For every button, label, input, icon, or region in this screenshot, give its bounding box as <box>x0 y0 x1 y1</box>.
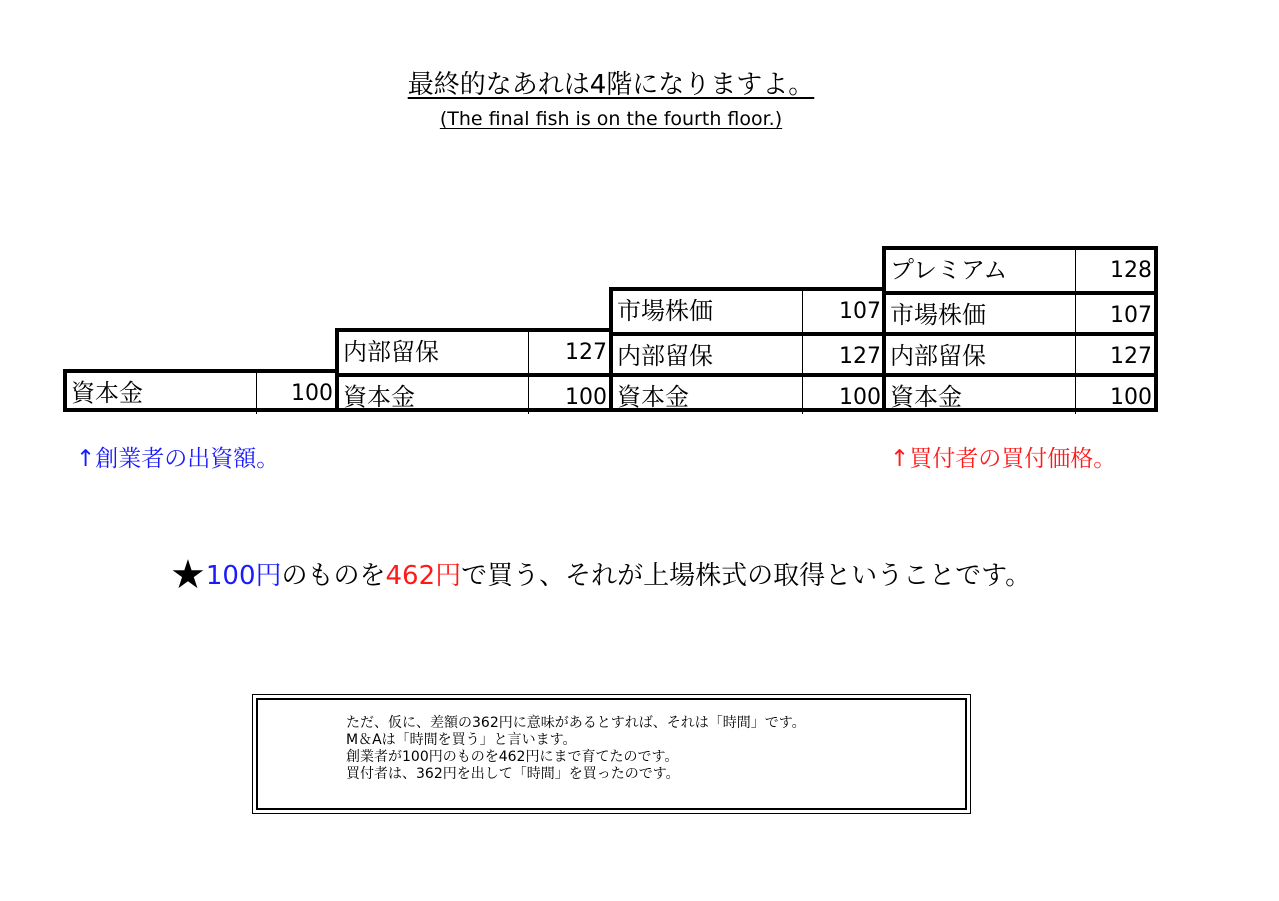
row-value: 100 <box>839 385 881 410</box>
amount-founder: 100円 <box>205 561 282 591</box>
stack-1 <box>63 369 339 412</box>
stack-row <box>886 332 1154 373</box>
row-label: 市場株価 <box>886 295 1076 332</box>
row-label: 資本金 <box>67 373 257 414</box>
stack-3 <box>609 287 887 412</box>
main-statement <box>170 552 1031 598</box>
row-label: 内部留保 <box>339 332 529 373</box>
stack-row <box>886 250 1154 291</box>
row-label: 資本金 <box>613 377 803 414</box>
star-icon: ★ <box>170 552 206 598</box>
explanation-line: ただ、仮に、差額の362円に意味があるとすれば、それは「時間」です。 <box>346 715 806 731</box>
explanation-box-inner <box>256 698 967 810</box>
stack-2 <box>335 328 613 412</box>
row-label: 内部留保 <box>613 336 803 373</box>
founder-note: ↑創業者の出資額。 <box>76 446 280 472</box>
row-label: 内部留保 <box>886 336 1076 373</box>
row-value: 127 <box>565 340 607 365</box>
statement-part-2: で買う、それが上場株式の取得ということです。 <box>461 561 1032 591</box>
explanation-line: 買付者は、362円を出して「時間」を買ったのです。 <box>346 766 680 782</box>
stack-4 <box>882 246 1158 412</box>
stack-row <box>339 332 609 373</box>
row-value: 127 <box>1110 344 1152 369</box>
row-value: 100 <box>1110 385 1152 410</box>
row-value: 128 <box>1110 258 1152 283</box>
row-label: プレミアム <box>886 250 1076 291</box>
stack-row <box>886 373 1154 414</box>
row-value: 127 <box>839 344 881 369</box>
stack-row <box>339 373 609 414</box>
row-value: 100 <box>291 381 333 406</box>
explanation-line: M＆Aは「時間を買う」と言います。 <box>346 732 577 748</box>
row-label: 資本金 <box>339 377 529 414</box>
row-value: 100 <box>565 385 607 410</box>
stack-row <box>67 373 335 414</box>
stack-row <box>613 332 883 373</box>
buyer-note: ↑買付者の買付価格。 <box>890 446 1117 472</box>
page-subtitle <box>0 108 1222 130</box>
explanation-box <box>252 694 971 814</box>
page-title-text: 最終的なあれは4階になりますよ。 <box>407 70 815 100</box>
page-subtitle-text: (The final fish is on the fourth floor.) <box>439 108 783 130</box>
row-value: 107 <box>1110 303 1152 328</box>
row-label: 市場株価 <box>613 291 803 332</box>
stack-row <box>613 373 883 414</box>
explanation-line: 創業者が100円のものを462円にまで育てたのです。 <box>346 749 679 765</box>
statement-part-1: のものを <box>281 561 386 591</box>
stack-row <box>613 291 883 332</box>
row-value: 107 <box>839 299 881 324</box>
page-title <box>0 64 1222 101</box>
row-label: 資本金 <box>886 377 1076 414</box>
amount-buyer: 462円 <box>385 561 462 591</box>
stack-row <box>886 291 1154 332</box>
